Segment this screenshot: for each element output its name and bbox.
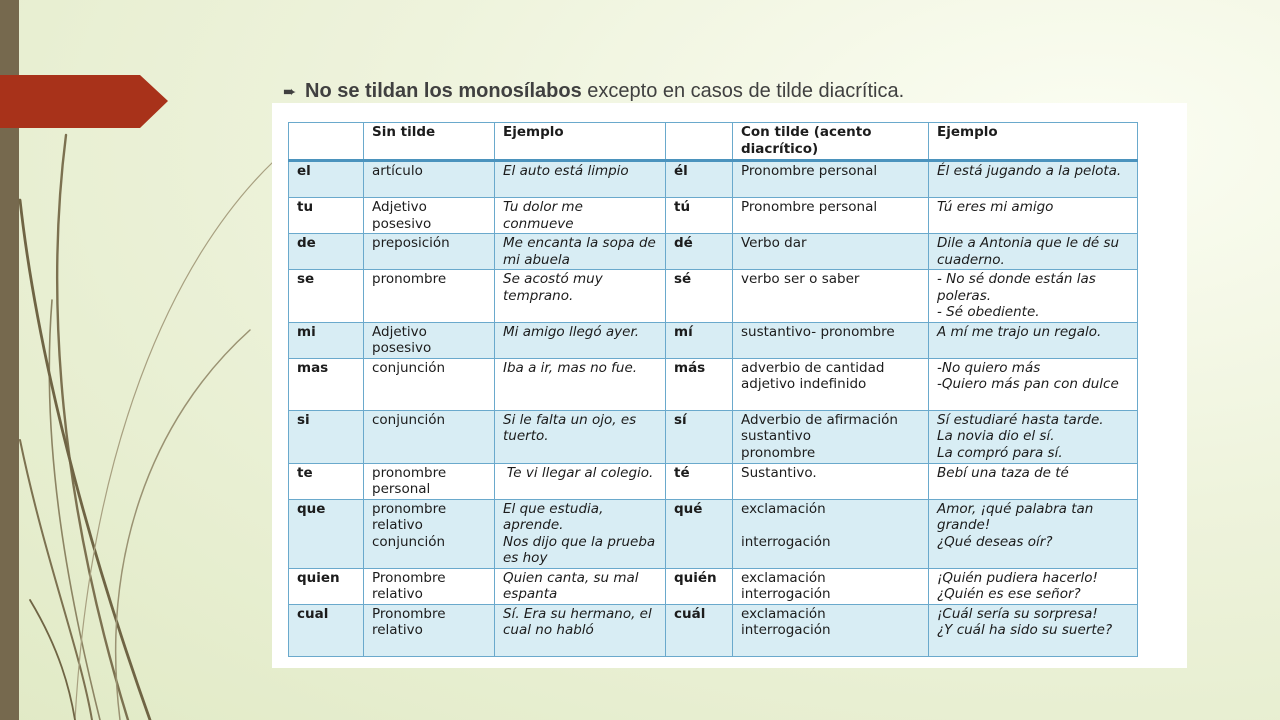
word-cell: té	[666, 463, 733, 499]
function-cell: sustantivo- pronombre	[733, 322, 929, 358]
example-cell: Sí. Era su hermano, el cual no habló	[495, 604, 666, 656]
example-cell: ¡Quién pudiera hacerlo! ¿Quién es ese señor?	[929, 568, 1138, 604]
function-cell: pronombre	[364, 270, 495, 323]
function-cell: adverbio de cantidad adjetivo indefinido	[733, 358, 929, 410]
table-row	[289, 410, 1138, 463]
word-cell: mi	[289, 322, 364, 358]
example-cell: - No sé donde están las poleras. - Sé obediente.	[929, 270, 1138, 323]
example-cell: Bebí una taza de té	[929, 463, 1138, 499]
header-cell: Ejemplo	[929, 123, 1138, 161]
table-header	[289, 123, 1138, 161]
word-cell: si	[289, 410, 364, 463]
example-cell: Sí estudiaré hasta tarde. La novia dio el sí. La compró para sí.	[929, 410, 1138, 463]
example-cell: Tú eres mi amigo	[929, 198, 1138, 234]
header-row	[289, 123, 1138, 161]
function-cell: conjunción	[364, 410, 495, 463]
function-cell: verbo ser o saber	[733, 270, 929, 323]
word-cell: sé	[666, 270, 733, 323]
table-body	[289, 161, 1138, 657]
table-row	[289, 234, 1138, 270]
example-cell: ¡Cuál sería su sorpresa! ¿Y cuál ha sido su suerte?	[929, 604, 1138, 656]
word-cell: cuál	[666, 604, 733, 656]
word-cell: tú	[666, 198, 733, 234]
table-row	[289, 604, 1138, 656]
table-row	[289, 463, 1138, 499]
table-row	[289, 358, 1138, 410]
word-cell: quien	[289, 568, 364, 604]
function-cell: exclamación interrogación	[733, 499, 929, 568]
word-cell: dé	[666, 234, 733, 270]
word-cell: sí	[666, 410, 733, 463]
table-image-panel	[272, 103, 1187, 668]
function-cell: Adjetivo posesivo	[364, 198, 495, 234]
function-cell: preposición	[364, 234, 495, 270]
example-cell: Él está jugando a la pelota.	[929, 161, 1138, 198]
word-cell: él	[666, 161, 733, 198]
function-cell: Verbo dar	[733, 234, 929, 270]
word-cell: mí	[666, 322, 733, 358]
function-cell: Pronombre personal	[733, 198, 929, 234]
word-cell: qué	[666, 499, 733, 568]
word-cell: el	[289, 161, 364, 198]
table-row	[289, 198, 1138, 234]
word-cell: quién	[666, 568, 733, 604]
example-cell: -No quiero más -Quiero más pan con dulce	[929, 358, 1138, 410]
function-cell: Pronombre relativo	[364, 604, 495, 656]
function-cell: exclamación interrogación	[733, 604, 929, 656]
header-cell: Ejemplo	[495, 123, 666, 161]
example-cell: Mi amigo llegó ayer.	[495, 322, 666, 358]
example-cell: Iba a ir, mas no fue.	[495, 358, 666, 410]
word-cell: se	[289, 270, 364, 323]
header-cell	[289, 123, 364, 161]
bullet-rest-text: excepto en casos de tilde diacrítica.	[581, 80, 905, 102]
example-cell: Amor, ¡qué palabra tan grande! ¿Qué deseas oír?	[929, 499, 1138, 568]
function-cell: Adjetivo posesivo	[364, 322, 495, 358]
example-cell: Me encanta la sopa de mi abuela	[495, 234, 666, 270]
function-cell: Pronombre relativo	[364, 568, 495, 604]
word-cell: mas	[289, 358, 364, 410]
word-cell: te	[289, 463, 364, 499]
table-row	[289, 499, 1138, 568]
example-cell: Te vi llegar al colegio.	[495, 463, 666, 499]
example-cell: Quien canta, su mal espanta	[495, 568, 666, 604]
header-cell	[666, 123, 733, 161]
word-cell: más	[666, 358, 733, 410]
function-cell: artículo	[364, 161, 495, 198]
word-cell: que	[289, 499, 364, 568]
table-row	[289, 270, 1138, 323]
title-accent-tab	[0, 75, 168, 128]
arrow-bullet-icon: ➨	[283, 84, 297, 101]
function-cell: Adverbio de afirmación sustantivo pronombre	[733, 410, 929, 463]
example-cell: El auto está limpio	[495, 161, 666, 198]
header-cell: Sin tilde	[364, 123, 495, 161]
word-cell: tu	[289, 198, 364, 234]
header-cell: Con tilde (acento diacrítico)	[733, 123, 929, 161]
table-row	[289, 568, 1138, 604]
bullet-bold-text: No se tildan los monosílabos	[305, 80, 582, 102]
function-cell: Pronombre personal	[733, 161, 929, 198]
example-cell: Se acostó muy temprano.	[495, 270, 666, 323]
function-cell: Sustantivo.	[733, 463, 929, 499]
diacritic-accent-table	[288, 122, 1138, 657]
example-cell: Si le falta un ojo, es tuerto.	[495, 410, 666, 463]
example-cell: Dile a Antonia que le dé su cuaderno.	[929, 234, 1138, 270]
example-cell: Tu dolor me conmueve	[495, 198, 666, 234]
table-row	[289, 322, 1138, 358]
example-cell: El que estudia, aprende. Nos dijo que la prueba es hoy	[495, 499, 666, 568]
example-cell: A mí me trajo un regalo.	[929, 322, 1138, 358]
word-cell: de	[289, 234, 364, 270]
function-cell: pronombre relativo conjunción	[364, 499, 495, 568]
table-row	[289, 161, 1138, 198]
function-cell: exclamación interrogación	[733, 568, 929, 604]
word-cell: cual	[289, 604, 364, 656]
function-cell: pronombre personal	[364, 463, 495, 499]
function-cell: conjunción	[364, 358, 495, 410]
